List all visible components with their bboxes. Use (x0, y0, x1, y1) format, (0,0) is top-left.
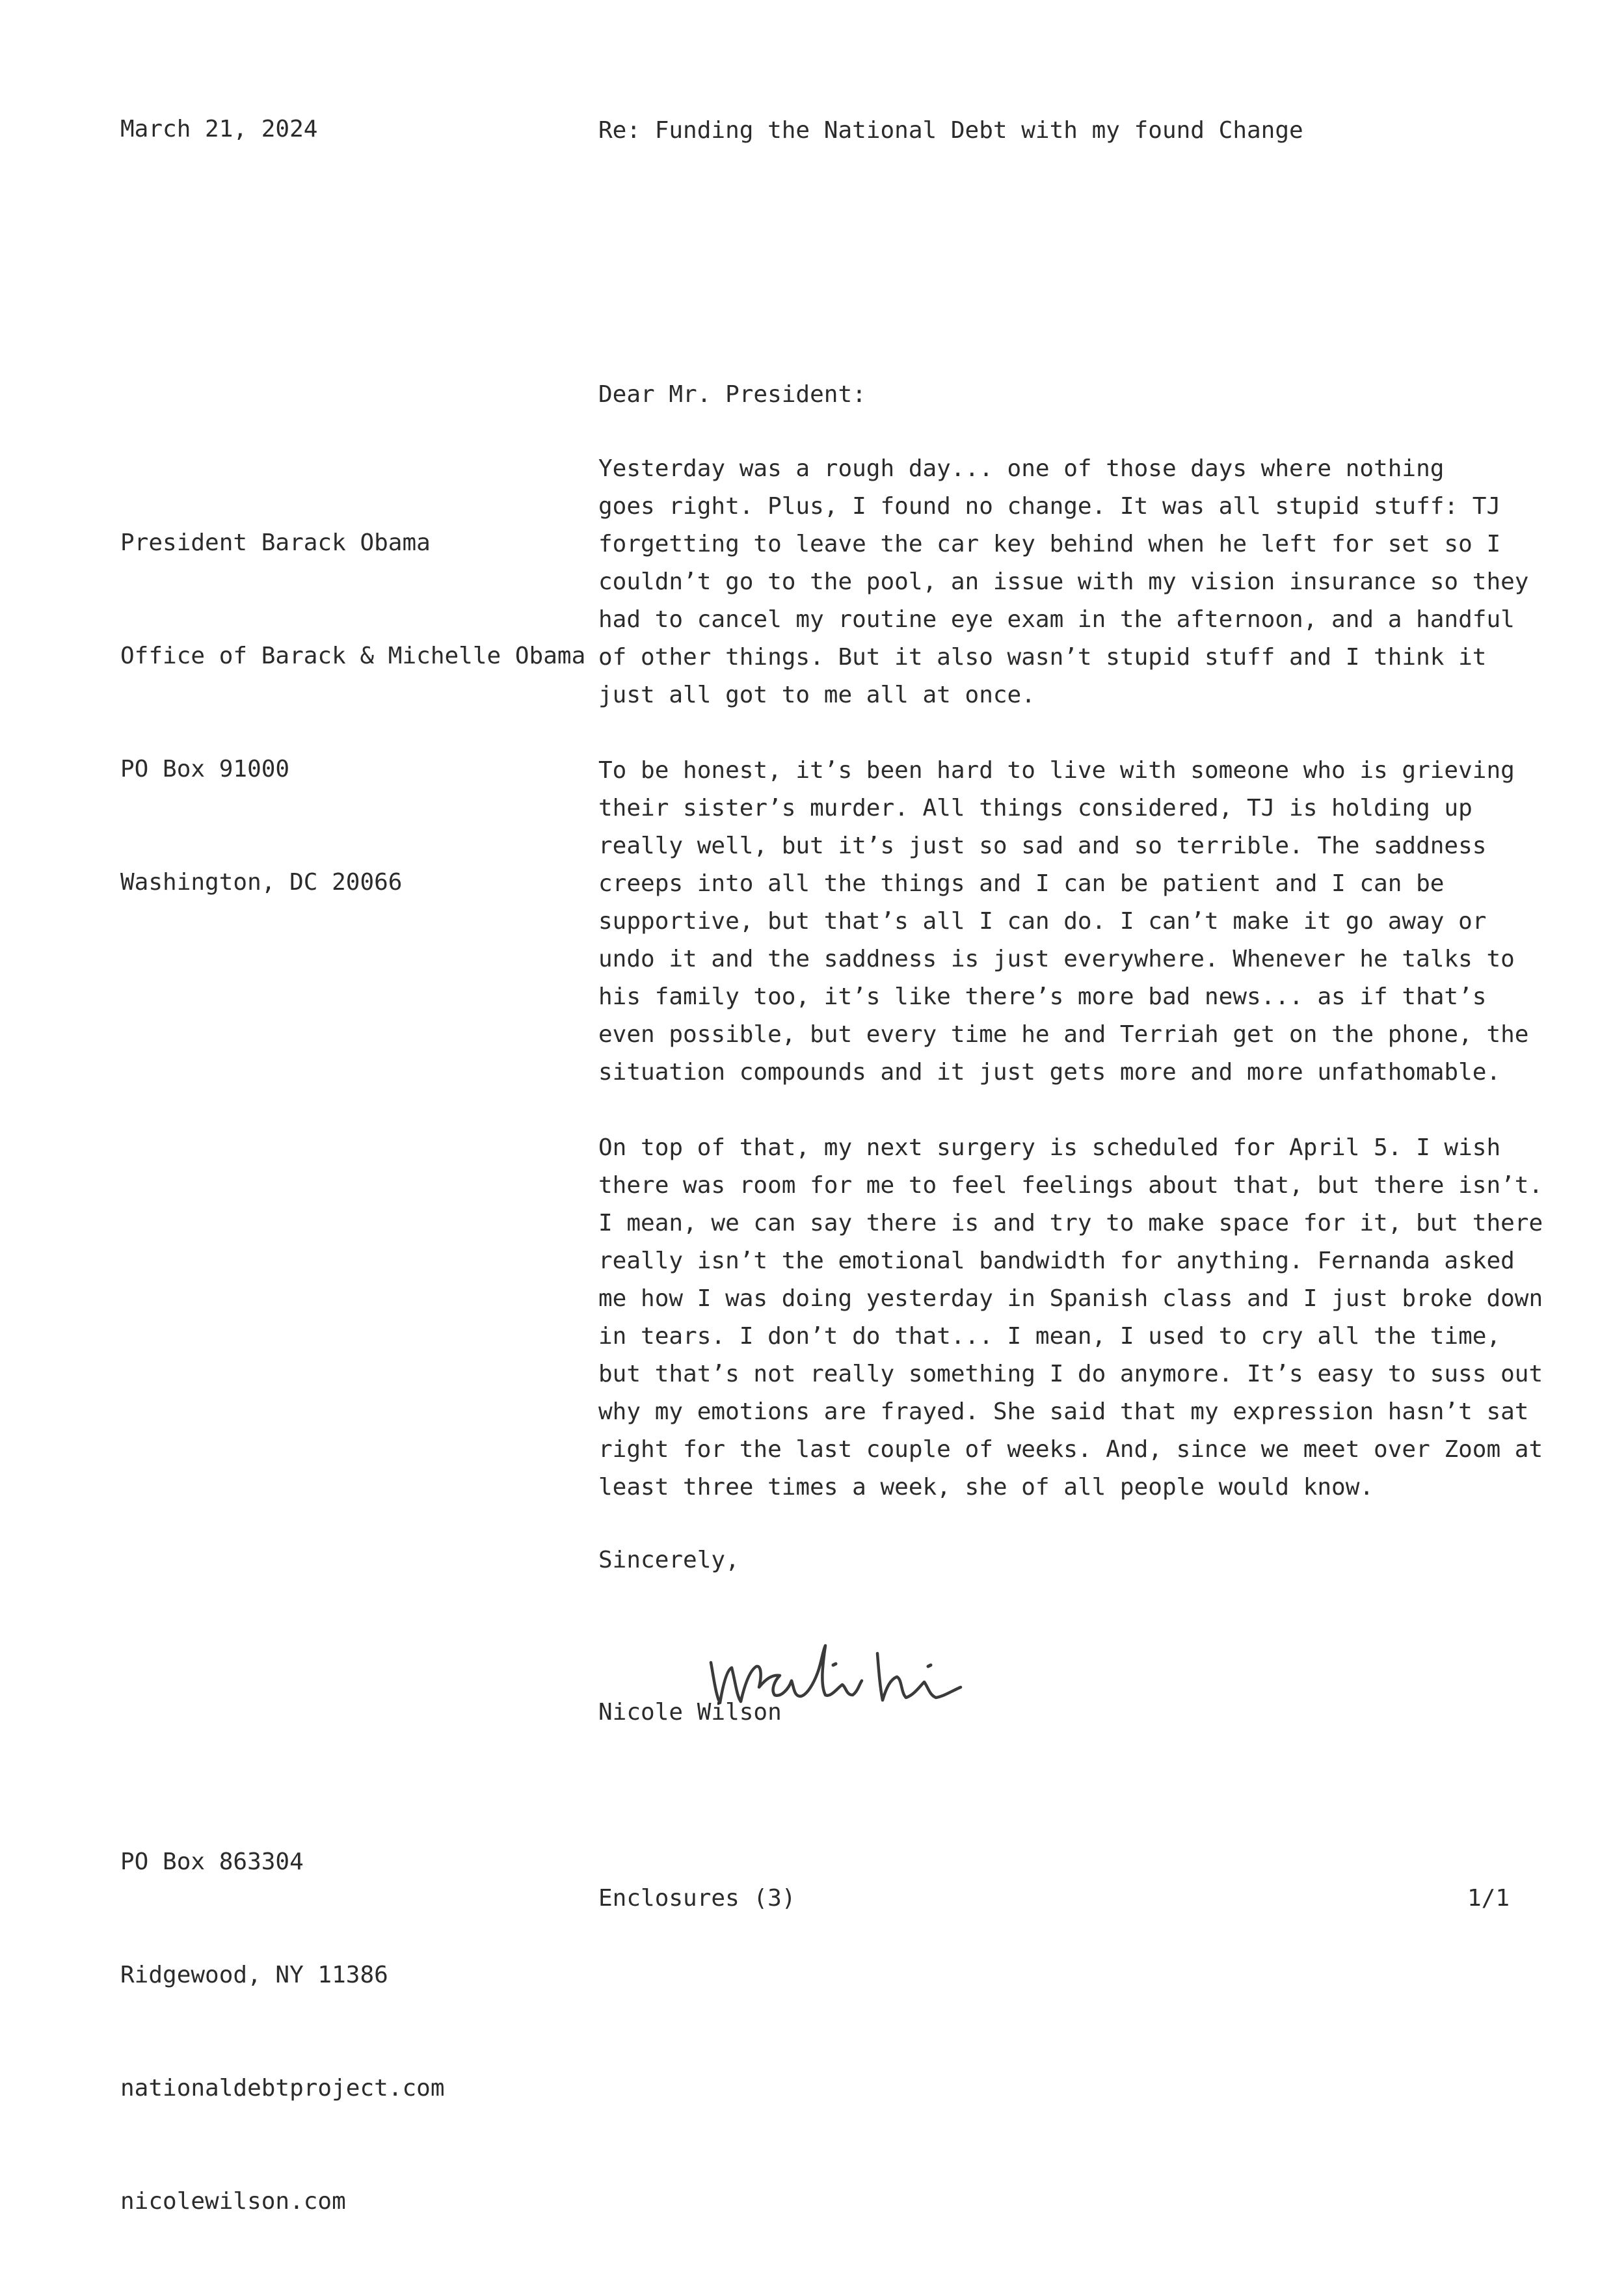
recipient-line: Washington, DC 20066 (120, 869, 403, 896)
letter-subject: Re: Funding the National Debt with my found Change (598, 117, 1303, 144)
body-line: their sister’s murder. All things considered, TJ is holding up (598, 795, 1473, 821)
body-line: his family too, it’s like there’s more bad news... as if that’s (598, 983, 1487, 1010)
sender-line: nicolewilson.com (120, 2188, 346, 2215)
body-paragraph (598, 752, 1529, 1091)
body-paragraph (598, 1129, 1543, 1506)
body-line: creeps into all the things and I can be patient and I can be (598, 870, 1445, 897)
enclosures-note: Enclosures (3) (598, 1885, 796, 1912)
body-paragraph (598, 450, 1529, 714)
body-line: in tears. I don’t do that... I mean, I used to cry all the time, (598, 1323, 1501, 1350)
body-line: but that’s not really something I do anymore. It’s easy to suss out (598, 1361, 1543, 1387)
body-line: To be honest, it’s been hard to live with someone who is grieving (598, 757, 1515, 784)
recipient-line: PO Box 91000 (120, 756, 290, 782)
body-line: forgetting to leave the car key behind when he left for set so I (598, 531, 1501, 557)
recipient-line: President Barack Obama (120, 529, 431, 556)
page-number: 1/1 (1467, 1885, 1510, 1912)
body-line: couldn’t go to the pool, an issue with my vision insurance so they (598, 568, 1529, 595)
body-line: me how I was doing yesterday in Spanish class and I just broke down (598, 1285, 1543, 1312)
body-line: just all got to me all at once. (598, 682, 1035, 708)
body-line: really isn’t the emotional bandwidth for anything. Fernanda asked (598, 1248, 1515, 1274)
letter-date: March 21, 2024 (120, 116, 318, 142)
body-line: On top of that, my next surgery is scheduled for April 5. I wish (598, 1134, 1501, 1161)
sender-line: nationaldebtproject.com (120, 2075, 445, 2102)
handwritten-signature (650, 1587, 1019, 1765)
body-line: undo it and the saddness is just everywhere. Whenever he talks to (598, 946, 1515, 972)
recipient-line: Office of Barack & Michelle Obama (120, 643, 586, 669)
body-line: really well, but it’s just so sad and so terrible. The saddness (598, 833, 1487, 859)
letter-body (598, 450, 1543, 1544)
body-line: goes right. Plus, I found no change. It was all stupid stuff: TJ (598, 493, 1501, 520)
body-line: least three times a week, she of all people would know. (598, 1474, 1374, 1501)
signer-name: Nicole Wilson (598, 1699, 782, 1726)
body-line: had to cancel my routine eye exam in the afternoon, and a handful (598, 606, 1515, 633)
recipient-address (120, 449, 585, 977)
body-line: I mean, we can say there is and try to make space for it, but there (598, 1210, 1543, 1236)
body-line: of other things. But it also wasn’t stupid stuff and I think it (598, 644, 1487, 671)
body-line: supportive, but that’s all I can do. I can’t make it go away or (598, 908, 1487, 935)
closing: Sincerely, (598, 1547, 740, 1573)
sender-line: PO Box 863304 (120, 1849, 304, 1875)
salutation: Dear Mr. President: (598, 381, 866, 408)
body-line: why my emotions are frayed. She said that my expression hasn’t sat (598, 1398, 1529, 1425)
body-line: Yesterday was a rough day... one of those days where nothing (598, 455, 1445, 482)
body-line: there was room for me to feel feelings about that, but there isn’t. (598, 1172, 1543, 1199)
body-line: even possible, but every time he and Terriah get on the phone, the (598, 1021, 1529, 1048)
sender-line: Ridgewood, NY 11386 (120, 1962, 388, 1988)
body-line: right for the last couple of weeks. And, since we meet over Zoom at (598, 1436, 1543, 1463)
sender-address (120, 1768, 445, 2296)
body-line: situation compounds and it just gets more and more unfathomable. (598, 1059, 1501, 1086)
